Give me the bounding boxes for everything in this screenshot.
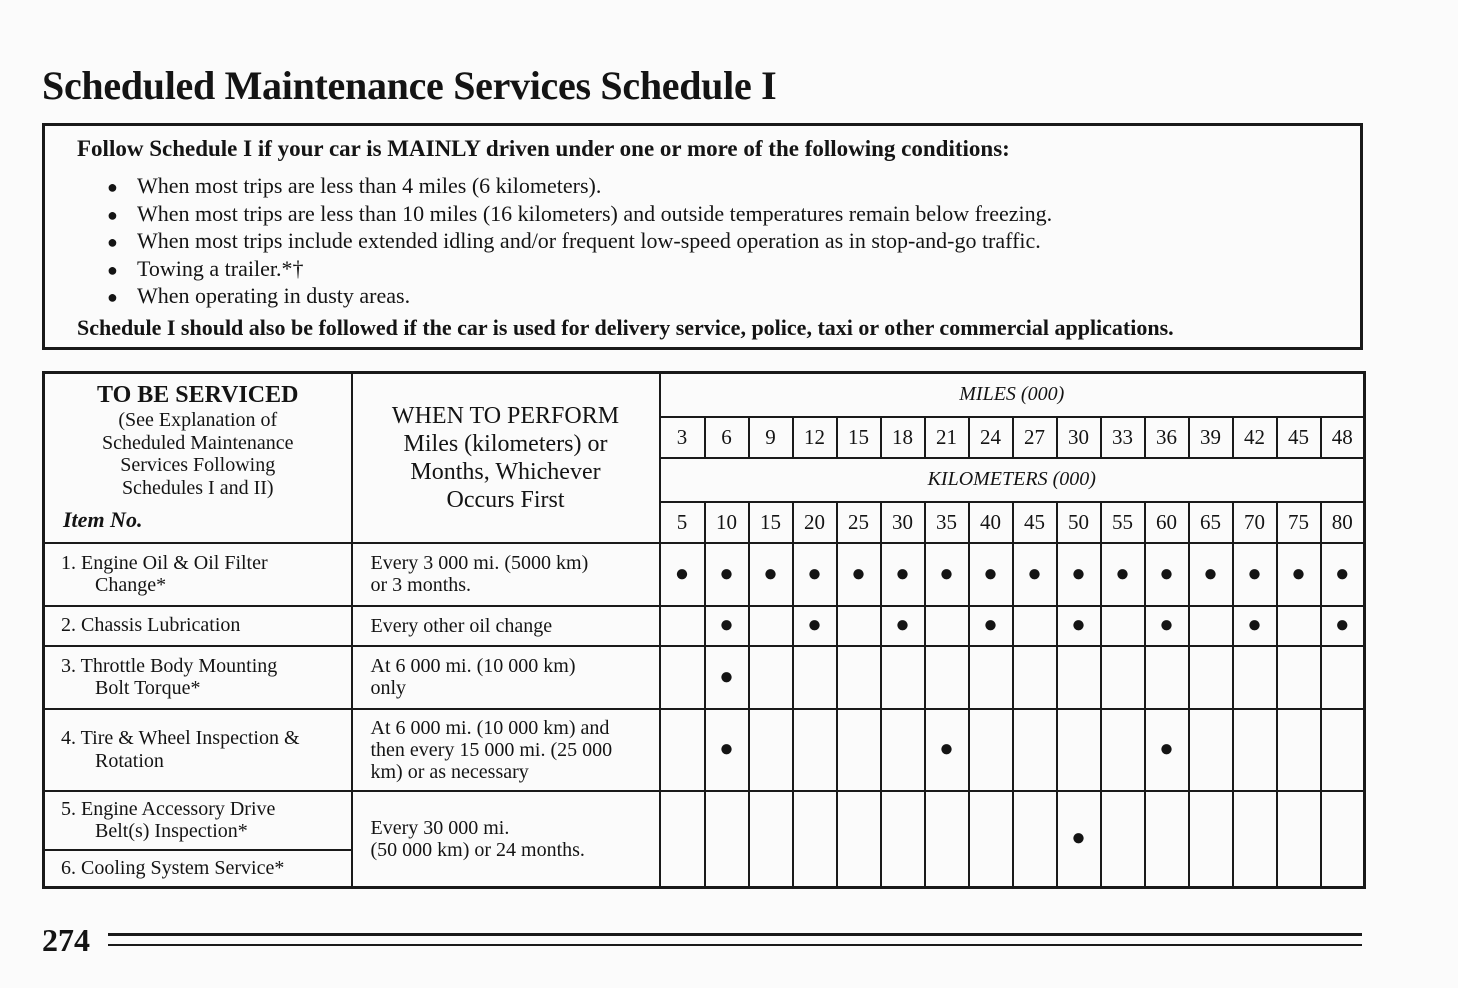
service-dot-icon: ● <box>674 560 690 587</box>
cell-line: or 3 months. <box>370 574 472 596</box>
interval-cell <box>660 543 705 606</box>
miles-value: 15 <box>837 417 881 458</box>
interval-cell <box>1321 606 1365 646</box>
kilometers-value: 20 <box>793 502 837 543</box>
interval-cell <box>793 709 837 791</box>
service-dot-icon: ● <box>939 736 954 762</box>
kilometers-value: 10 <box>705 502 749 543</box>
interval-cell <box>969 543 1013 606</box>
interval-cell <box>749 543 793 606</box>
kilometers-value: 25 <box>837 502 881 543</box>
interval-cell <box>925 709 969 791</box>
condition-text: When most trips include extended idling and/or frequent low-speed operation as in stop-and-go traffic. <box>137 228 1041 253</box>
interval-cell <box>1101 646 1145 709</box>
miles-value: 3 <box>660 417 705 458</box>
interval-cell <box>969 646 1013 709</box>
maintenance-schedule-table <box>42 371 1366 889</box>
kilometers-value: 80 <box>1321 502 1365 543</box>
interval-cell <box>1013 606 1057 646</box>
interval-cell <box>1145 791 1189 888</box>
miles-value: 21 <box>925 417 969 458</box>
to-be-serviced-note: Scheduled Maintenance <box>101 431 294 454</box>
interval-cell <box>1057 606 1101 646</box>
condition-text: Towing a trailer.*† <box>137 255 304 281</box>
table-row <box>44 791 1365 850</box>
interval-cell <box>749 646 793 709</box>
condition-text: When most trips are less than 10 miles (16 kilometers) and outside temperatures remain below freezing. <box>137 200 1053 226</box>
when-to-perform-header <box>352 373 660 543</box>
interval-cell <box>705 791 749 888</box>
footer-rule <box>108 933 1362 936</box>
kilometers-value: 70 <box>1233 502 1277 543</box>
condition-item <box>107 255 1052 283</box>
to-be-serviced-note: Schedules I and II) <box>121 476 274 499</box>
service-item <box>44 709 352 791</box>
interval-cell <box>1101 709 1145 791</box>
service-dot-icon: ● <box>719 663 734 690</box>
miles-value: 48 <box>1321 417 1365 458</box>
interval-cell <box>1277 543 1321 606</box>
footer-rule <box>108 944 1362 946</box>
cell-line: Change* <box>95 574 167 596</box>
interval-cell <box>925 543 969 606</box>
cell-line: At 6 000 mi. (10 000 km) <box>370 655 576 677</box>
page-number: 274 <box>42 922 90 958</box>
cell-line: Every 3 000 mi. (5000 km) <box>370 552 589 574</box>
service-dot-icon: ● <box>807 560 822 587</box>
interval-cell <box>881 646 925 709</box>
conditions-list <box>107 172 1052 310</box>
miles-value: 18 <box>881 417 925 458</box>
interval-cell <box>749 606 793 646</box>
interval-cell <box>1277 646 1321 709</box>
interval-cell <box>1145 543 1189 606</box>
kilometers-header: KILOMETERS (000) <box>660 458 1365 502</box>
service-dot-icon: ● <box>939 560 954 587</box>
to-be-serviced-note: Services Following <box>120 454 276 476</box>
interval-cell <box>1277 709 1321 791</box>
interval-cell <box>969 606 1013 646</box>
kilometers-value: 45 <box>1013 502 1057 543</box>
cell-line: then every 15 000 mi. (25 000 <box>370 738 613 761</box>
interval-cell <box>1013 646 1057 709</box>
interval-cell <box>660 791 705 888</box>
service-dot-icon: ● <box>1071 560 1086 587</box>
interval-cell <box>837 709 881 791</box>
interval-cell <box>1233 791 1277 888</box>
cell-line: 6. Cooling System Service* <box>61 857 285 879</box>
bullet-icon: ● <box>107 287 118 307</box>
service-dot-icon: ● <box>1335 560 1350 587</box>
service-dot-icon: ● <box>807 612 822 638</box>
cell-line: 3. Throttle Body Mounting <box>61 654 278 677</box>
interval-cell <box>1189 543 1233 606</box>
kilometers-value: 65 <box>1189 502 1233 543</box>
interval-cell <box>1057 791 1101 888</box>
interval-cell <box>925 791 969 888</box>
interval-cell <box>1233 646 1277 709</box>
service-dot-icon: ● <box>719 560 734 587</box>
interval-cell <box>1145 646 1189 709</box>
service-dot-icon: ● <box>1071 825 1086 852</box>
kilometers-value: 30 <box>881 502 925 543</box>
interval-cell <box>660 709 705 791</box>
interval-cell <box>837 606 881 646</box>
item-no-label: Item No. <box>63 507 143 532</box>
interval-cell <box>1233 606 1277 646</box>
interval-cell <box>1233 709 1277 791</box>
when-to-perform <box>352 606 660 646</box>
condition-item <box>107 282 1052 310</box>
service-dot-icon: ● <box>1203 560 1218 587</box>
interval-cell <box>793 543 837 606</box>
when-to-perform <box>352 646 660 709</box>
bullet-icon: ● <box>107 204 118 225</box>
when-to-perform <box>352 791 660 888</box>
miles-value: 36 <box>1145 417 1189 458</box>
miles-value: 42 <box>1233 417 1277 458</box>
when-header-line: Occurs First <box>446 486 565 513</box>
interval-cell <box>1321 709 1365 791</box>
interval-cell <box>660 606 705 646</box>
interval-cell <box>925 646 969 709</box>
miles-value: 30 <box>1057 417 1101 458</box>
interval-cell <box>1145 709 1189 791</box>
service-item <box>44 606 352 646</box>
interval-cell <box>1189 791 1233 888</box>
interval-cell <box>1189 606 1233 646</box>
interval-cell <box>969 709 1013 791</box>
interval-cell <box>1013 709 1057 791</box>
interval-cell <box>1101 606 1145 646</box>
to-be-serviced-note: (See Explanation of <box>118 409 278 431</box>
condition-item <box>107 200 1052 228</box>
cell-line: Every 30 000 mi. <box>370 816 510 839</box>
interval-cell <box>793 646 837 709</box>
kilometers-value: 40 <box>969 502 1013 543</box>
interval-cell <box>1189 709 1233 791</box>
service-dot-icon: ● <box>719 612 734 638</box>
interval-cell <box>793 791 837 888</box>
miles-value: 45 <box>1277 417 1321 458</box>
miles-value: 33 <box>1101 417 1145 458</box>
service-dot-icon: ● <box>1335 612 1350 638</box>
cell-line: Every other oil change <box>370 614 553 637</box>
when-header-line: Miles (kilometers) or <box>403 430 608 457</box>
interval-cell <box>1013 791 1057 888</box>
when-to-perform <box>352 709 660 791</box>
service-item <box>44 791 352 850</box>
service-dot-icon: ● <box>895 612 910 638</box>
cell-line: At 6 000 mi. (10 000 km) and <box>370 716 610 739</box>
interval-cell <box>1057 709 1101 791</box>
miles-value: 9 <box>749 417 793 458</box>
kilometers-value: 55 <box>1101 502 1145 543</box>
interval-cell <box>1277 606 1321 646</box>
kilometers-value: 60 <box>1145 502 1189 543</box>
service-dot-icon: ● <box>1291 560 1306 587</box>
service-dot-icon: ● <box>983 612 998 638</box>
interval-cell <box>705 543 749 606</box>
service-dot-icon: ● <box>1115 560 1130 587</box>
cell-line: 4. Tire & Wheel Inspection & <box>61 727 300 749</box>
interval-cell <box>705 606 749 646</box>
service-dot-icon: ● <box>1159 736 1174 762</box>
interval-cell <box>881 543 925 606</box>
interval-cell <box>1145 606 1189 646</box>
cell-line: km) or as necessary <box>370 760 529 783</box>
interval-cell <box>705 646 749 709</box>
kilometers-value: 5 <box>660 502 705 543</box>
condition-item <box>107 172 1052 200</box>
service-dot-icon: ● <box>851 560 866 587</box>
miles-value: 24 <box>969 417 1013 458</box>
interval-cell <box>1321 791 1365 888</box>
when-header-line: Months, Whichever <box>410 458 601 485</box>
service-item <box>44 850 352 888</box>
cell-line: Bolt Torque* <box>95 677 201 699</box>
kilometers-value: 50 <box>1057 502 1101 543</box>
interval-cell <box>881 709 925 791</box>
interval-cell <box>837 791 881 888</box>
table-row <box>44 646 1365 709</box>
interval-cell <box>1321 646 1365 709</box>
interval-cell <box>969 791 1013 888</box>
condition-text: When operating in dusty areas. <box>137 283 411 308</box>
interval-cell <box>837 646 881 709</box>
service-dot-icon: ● <box>719 736 734 762</box>
miles-value: 27 <box>1013 417 1057 458</box>
bullet-icon: ● <box>107 177 118 197</box>
cell-line: only <box>370 677 407 699</box>
cell-line: (50 000 km) or 24 months. <box>370 838 585 861</box>
table-row <box>44 709 1365 791</box>
cell-line: Rotation <box>95 749 164 772</box>
service-dot-icon: ● <box>1247 560 1262 587</box>
service-dot-icon: ● <box>1027 560 1042 587</box>
conditions-heading: Follow Schedule I if your car is MAINLY driven under one or more of the following conditions: <box>77 136 1010 161</box>
interval-cell <box>1013 543 1057 606</box>
cell-line: Belt(s) Inspection* <box>95 820 248 842</box>
interval-cell <box>1057 543 1101 606</box>
interval-cell <box>925 606 969 646</box>
interval-cell <box>1321 543 1365 606</box>
kilometers-value: 75 <box>1277 502 1321 543</box>
kilometers-value: 35 <box>925 502 969 543</box>
service-dot-icon: ● <box>895 560 910 587</box>
interval-cell <box>660 646 705 709</box>
interval-cell <box>837 543 881 606</box>
kilometers-value: 15 <box>749 502 793 543</box>
bullet-icon: ● <box>107 259 118 280</box>
service-item <box>44 646 352 709</box>
when-header-line: WHEN TO PERFORM <box>391 402 620 429</box>
table-row <box>44 543 1365 606</box>
bullet-icon: ● <box>107 232 118 252</box>
miles-header: MILES (000) <box>660 373 1365 417</box>
conditions-footer: Schedule I should also be followed if the car is used for delivery service, police, taxi or other commercial applications. <box>77 315 1174 340</box>
miles-value: 6 <box>705 417 749 458</box>
interval-cell <box>749 791 793 888</box>
service-item <box>44 543 352 606</box>
conditions-box <box>42 123 1363 350</box>
interval-cell <box>1189 646 1233 709</box>
service-dot-icon: ● <box>763 560 778 587</box>
interval-cell <box>881 791 925 888</box>
interval-cell <box>1057 646 1101 709</box>
interval-cell <box>705 709 749 791</box>
table-row <box>44 606 1365 646</box>
service-dot-icon: ● <box>983 560 998 587</box>
cell-line: 2. Chassis Lubrication <box>61 614 241 637</box>
page-title: Scheduled Maintenance Services Schedule I <box>42 63 777 108</box>
interval-cell <box>1101 543 1145 606</box>
service-dot-icon: ● <box>1159 560 1174 587</box>
service-dot-icon: ● <box>1159 612 1174 638</box>
interval-cell <box>1277 791 1321 888</box>
condition-text: When most trips are less than 4 miles (6 kilometers). <box>137 173 602 198</box>
miles-value: 12 <box>793 417 837 458</box>
interval-cell <box>749 709 793 791</box>
interval-cell <box>1233 543 1277 606</box>
when-to-perform <box>352 543 660 606</box>
interval-cell <box>881 606 925 646</box>
service-dot-icon: ● <box>1247 612 1262 638</box>
interval-cell <box>1101 791 1145 888</box>
cell-line: 5. Engine Accessory Drive <box>61 797 276 820</box>
miles-value: 39 <box>1189 417 1233 458</box>
service-dot-icon: ● <box>1071 612 1086 638</box>
condition-item <box>107 227 1052 255</box>
cell-line: 1. Engine Oil & Oil Filter <box>61 551 268 574</box>
to-be-serviced-header <box>44 373 352 543</box>
to-be-serviced-title: TO BE SERVICED <box>97 382 299 408</box>
interval-cell <box>793 606 837 646</box>
